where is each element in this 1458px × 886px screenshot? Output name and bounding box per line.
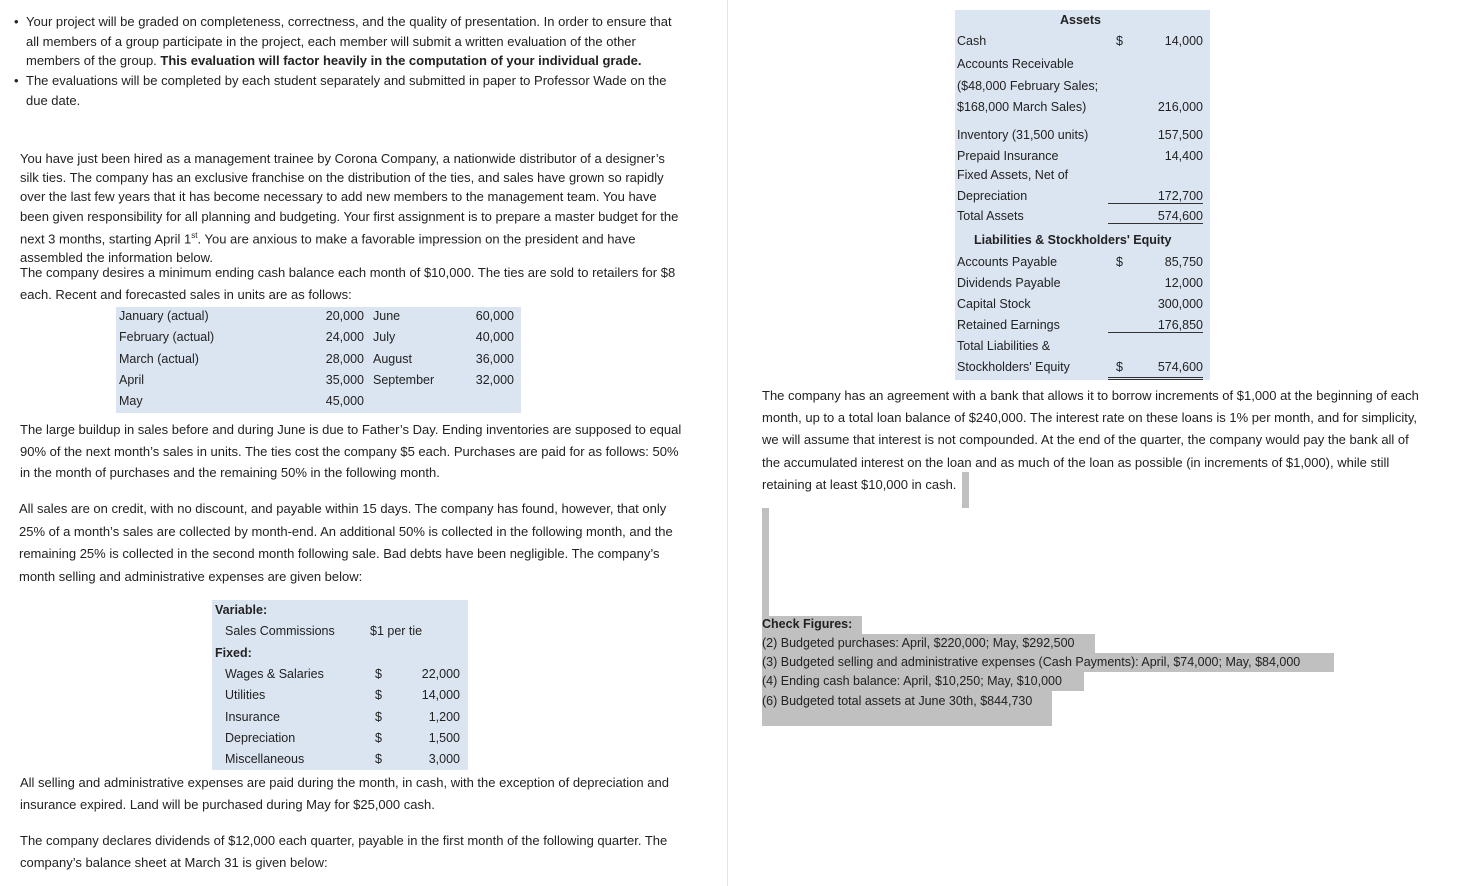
bullet-evaluations	[14, 71, 704, 110]
check-figures-title: Check Figures:	[762, 617, 853, 631]
check-figures-bar	[762, 508, 769, 616]
ar-label-2: ($48,000 February Sales;	[957, 79, 1099, 93]
cash-value: 14,000	[1164, 34, 1203, 48]
ar-label-1: Accounts Receivable	[957, 57, 1074, 71]
expense-currency: $	[375, 730, 382, 745]
cursor-bar	[962, 472, 969, 508]
sales-month: March (actual)	[119, 351, 199, 366]
fixed-assets-label-1: Fixed Assets, Net of	[957, 168, 1069, 182]
expense-currency: $	[375, 667, 382, 681]
expense-label: Insurance	[225, 709, 280, 724]
column-divider	[727, 0, 728, 886]
min-cash-text: The company desires a minimum ending cash balance each month of $10,000. The ties are sold to retailers for $8	[20, 265, 676, 280]
dividends-paragraph	[20, 830, 667, 874]
buildup-paragraph	[20, 419, 681, 484]
loan-line: retaining at least $10,000 in cash.	[762, 476, 957, 492]
bullet-line: all members of a group participate in the project, each member will submit a written evaluation of the other	[26, 33, 636, 49]
loan-line: The company has an agreement with a bank that allows it to borrow increments of $1,000 at the beginning of each	[762, 388, 1419, 403]
intro-line: You have just been hired as a management trainee by Corona Company, a nationwide distributor of a designer’s	[20, 151, 665, 166]
sales-units: 20,000	[325, 309, 364, 323]
total-assets-value: 574,600	[1108, 209, 1203, 224]
sales-units: 28,000	[325, 351, 364, 366]
sales-units: 32,000	[475, 372, 514, 387]
bullet-bold: This evaluation will factor heavily in the computation of your individual grade.	[160, 53, 642, 68]
expense-value: 22,000	[421, 667, 460, 681]
total-assets-label: Total Assets	[957, 209, 1024, 223]
total-liabilities-cur: $	[1116, 360, 1123, 374]
credit-paragraph	[19, 498, 673, 588]
sales-units: 60,000	[475, 309, 514, 323]
sales-month: September	[373, 372, 435, 387]
check-figure-item: (6) Budgeted total assets at June 30th, $844,730	[762, 694, 1033, 708]
credit-line: 25% of a month’s sales are collected by month-end. An additional 50% is collected in the following month, and the	[19, 523, 673, 539]
expense-value: 1,500	[428, 730, 460, 745]
capital-stock-value: 300,000	[1157, 297, 1203, 311]
variable-label: Variable:	[215, 603, 268, 617]
intro-line: assembled the information below.	[20, 250, 213, 266]
bullet-line: Your project will be graded on completeness, correctness, and the quality of presentation. In order to ensure that	[26, 14, 672, 29]
loan-line: month, up to a total loan balance of $240,000. The interest rate on these loans is 1% per month, and for simplicity,	[762, 410, 1417, 426]
expense-currency: $	[375, 688, 382, 703]
ar-label-3: $168,000 March Sales)	[957, 100, 1087, 114]
ap-value: 85,750	[1164, 255, 1203, 269]
prepaid-value: 14,400	[1164, 149, 1203, 163]
cash-label: Cash	[957, 34, 987, 48]
check-figure-item: (3) Budgeted selling and administrative expenses (Cash Payments): April, $74,000; May, $84,000	[762, 655, 1301, 669]
sales-month: April	[119, 372, 145, 387]
total-liabilities-value: 574,600	[1157, 360, 1203, 374]
capital-stock-label: Capital Stock	[957, 297, 1031, 311]
sales-units: 36,000	[475, 351, 514, 366]
bullet-line: The evaluations will be completed by each student separately and submitted in paper to Professor Wade on the	[26, 73, 667, 88]
sales-month: February (actual)	[119, 330, 215, 345]
expense-currency: $	[375, 709, 382, 724]
intro-paragraph	[20, 149, 720, 268]
expense-value: 14,000	[421, 688, 460, 703]
retained-earnings-label: Retained Earnings	[957, 318, 1060, 332]
expense-label: Miscellaneous	[225, 752, 305, 767]
check-figure-item: (2) Budgeted purchases: April, $220,000; May, $292,500	[762, 636, 1075, 650]
intro-line: next 3 months, starting April 1	[20, 231, 192, 247]
liabilities-title: Liabilities & Stockholders' Equity	[974, 233, 1172, 247]
check-figure-item: (4) Ending cash balance: April, $10,250; May, $10,000	[762, 674, 1062, 688]
intro-line: . You are anxious to make a favorable impression on the president and have	[197, 231, 636, 247]
inventory-label: Inventory (31,500 units)	[957, 128, 1089, 142]
sales-month: January (actual)	[119, 309, 209, 323]
sales-month: May	[119, 394, 143, 409]
selling-line: insurance expired. Land will be purchased during May for $25,000 cash.	[20, 797, 435, 812]
dividends-line: company’s balance sheet at March 31 is given below:	[20, 855, 328, 870]
expense-label: Utilities	[225, 688, 266, 703]
fixed-label: Fixed:	[215, 646, 252, 660]
selling-line: All selling and administrative expenses are paid during the month, in cash, with the exception of depreciation and	[20, 775, 669, 790]
double-underline	[1108, 377, 1203, 380]
sales-units: 24,000	[325, 330, 364, 345]
sales-units: 45,000	[325, 394, 364, 409]
expense-value: 1,200	[428, 709, 460, 724]
retained-earnings-value: 176,850	[1108, 318, 1203, 333]
buildup-line: 90% of the next month’s sales in units. The ties cost the company $5 each. Purchases are paid for as follows: 50%	[20, 443, 679, 459]
expense-value: 3,000	[428, 752, 460, 767]
min-cash-text-2: each. Recent and forecasted sales in units are as follows:	[20, 287, 352, 302]
ar-value: 216,000	[1157, 100, 1203, 114]
loan-line: the accumulated interest on the loan and as much of the loan as possible (in increments of $1,000), while still	[762, 454, 1390, 470]
ap-cur: $	[1116, 255, 1123, 269]
inventory-value: 157,500	[1157, 128, 1203, 142]
intro-line: been given responsibility for all planning and budgeting. Your first assignment is to prepare a master budget for the	[20, 208, 679, 224]
commissions-label: Sales Commissions	[225, 624, 335, 638]
sales-month: July	[373, 330, 396, 345]
dividends-line: The company declares dividends of $12,000 each quarter, payable in the first month of the following quarter. The	[20, 833, 668, 848]
intro-line: silk ties. The company has an exclusive franchise on the distribution of the ties, and sales have grown so rapidly	[20, 170, 664, 186]
expense-label: Depreciation	[225, 730, 296, 745]
total-liabilities-label-2: Stockholders' Equity	[957, 360, 1070, 374]
bullet-dot: •	[14, 73, 19, 88]
bullet-line: due date.	[26, 92, 81, 108]
expense-currency: $	[375, 752, 382, 767]
cash-cur: $	[1116, 34, 1123, 48]
sales-units: 40,000	[475, 330, 514, 345]
sales-month: June	[373, 309, 401, 323]
buildup-line: in the month of purchases and the remaining 50% in the following month.	[20, 465, 440, 480]
expense-label: Wages & Salaries	[225, 667, 324, 681]
selling-paragraph	[20, 772, 669, 816]
buildup-line: The large buildup in sales before and during June is due to Father’s Day. Ending inventories are supposed to equal	[20, 422, 682, 437]
ap-label: Accounts Payable	[957, 255, 1058, 269]
intro-superscript: st	[191, 230, 198, 240]
prepaid-label: Prepaid Insurance	[957, 149, 1059, 163]
bullet-dot: •	[14, 14, 19, 29]
fixed-assets-label-2: Depreciation	[957, 189, 1028, 203]
bullet-grading	[14, 12, 704, 71]
commissions-value: $1 per tie	[370, 624, 423, 638]
assets-title: Assets	[1060, 13, 1101, 27]
credit-line: remaining 25% is collected in the second month following sale. Bad debts have been negligible. The company’s	[19, 546, 660, 561]
intro-line: over the last few years that it has become necessary to add new members to the management team. You have	[20, 189, 657, 205]
dividends-payable-value: 12,000	[1164, 276, 1203, 290]
sales-month: August	[373, 351, 412, 366]
loan-paragraph	[762, 385, 1419, 496]
bullet-line: members of the group.	[26, 53, 161, 68]
fixed-assets-value: 172,700	[1108, 189, 1203, 204]
total-liabilities-label-1: Total Liabilities &	[957, 339, 1051, 353]
credit-line: All sales are on credit, with no discount, and payable within 15 days. The company has found, however, that only	[19, 501, 667, 516]
credit-line: month selling and administrative expenses are given below:	[19, 568, 363, 584]
sales-units: 35,000	[325, 372, 364, 387]
loan-line: we will assume that interest is not compounded. At the end of the quarter, the company would pay the bank all of	[762, 432, 1409, 448]
dividends-payable-label: Dividends Payable	[957, 276, 1061, 290]
